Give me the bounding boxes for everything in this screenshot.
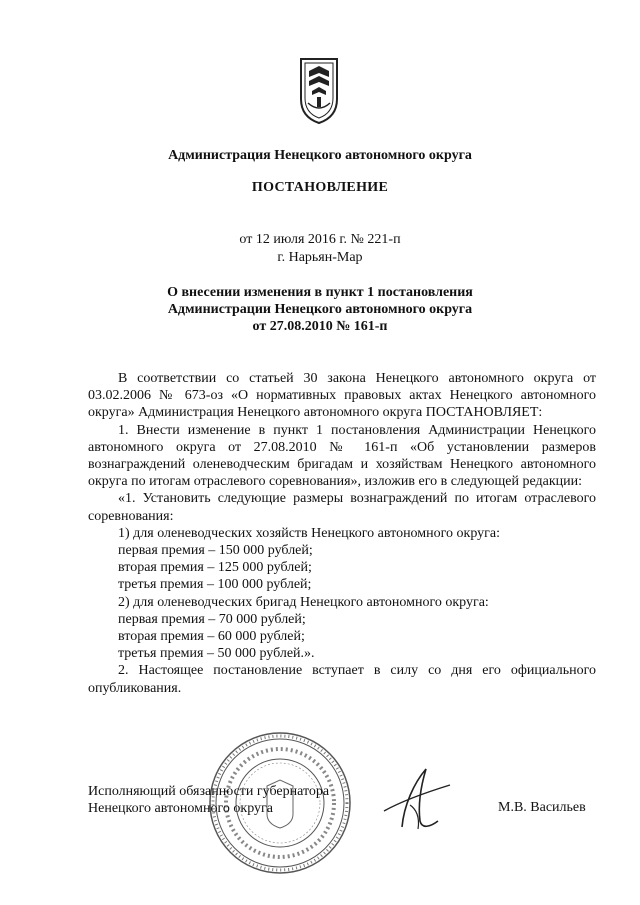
signatory-position-line: Ненецкого автономного округа	[88, 801, 273, 817]
list-item: первая премия – 70 000 рублей;	[118, 611, 306, 627]
document-date-number: от 12 июля 2016 г. № 221-п	[239, 232, 401, 247]
document-city: г. Нарьян-Мар	[277, 250, 363, 265]
list-item: вторая премия – 60 000 рублей;	[118, 629, 305, 645]
signatory-position-line: Исполняющий обязанности губернатора	[88, 784, 330, 799]
document-title	[0, 284, 640, 335]
handwritten-signature-icon	[380, 765, 455, 835]
list-item: 1) для оленеводческих хозяйств Ненецкого автономного округа:	[118, 525, 500, 541]
coat-of-arms-icon	[297, 55, 341, 125]
list-item: 2) для оленеводческих бригад Ненецкого автономного округа:	[118, 594, 489, 610]
paragraph: «1. Установить следующие размеры вознаграждений по итогам отраслевого соревнования:	[88, 491, 596, 524]
title-line: от 27.08.2010 № 161-п	[252, 319, 388, 334]
paragraph: 1. Внести изменение в пункт 1 постановления Администрации Ненецкого автономного округа от 27.08.2010 № 161-п «Об установлении размеров вознаграждений оленеводческим бригадам и хозяйствам Ненецкого автономного округа по итогам отраслевого соревнования», изложив его в следующей редакции:	[88, 422, 596, 490]
title-line: Администрации Ненецкого автономного округа	[167, 302, 473, 317]
signatory-name: М.В. Васильев	[498, 800, 586, 815]
document-type: ПОСТАНОВЛЕНИЕ	[251, 180, 389, 195]
document-body	[88, 370, 596, 697]
organization-name: Администрация Ненецкого автономного округа	[168, 148, 472, 163]
list-item: вторая премия – 125 000 рублей;	[118, 560, 312, 576]
list-item: третья премия – 100 000 рублей;	[118, 577, 312, 593]
paragraph: В соответствии со статьей 30 закона Ненецкого автономного округа от 03.02.2006 № 673-оз «О нормативных правовых актах Ненецкого автономного округа» Администрация Ненецкого автономного округа ПОСТАНОВЛЯЕТ:	[88, 371, 596, 421]
list-item: первая премия – 150 000 рублей;	[118, 543, 313, 559]
signatory-position	[88, 783, 329, 817]
paragraph: 2. Настоящее постановление вступает в силу со дня его официального опубликования.	[88, 663, 596, 696]
list-item: третья премия – 50 000 рублей.».	[118, 646, 315, 662]
title-line: О внесении изменения в пункт 1 постановления	[167, 285, 473, 300]
